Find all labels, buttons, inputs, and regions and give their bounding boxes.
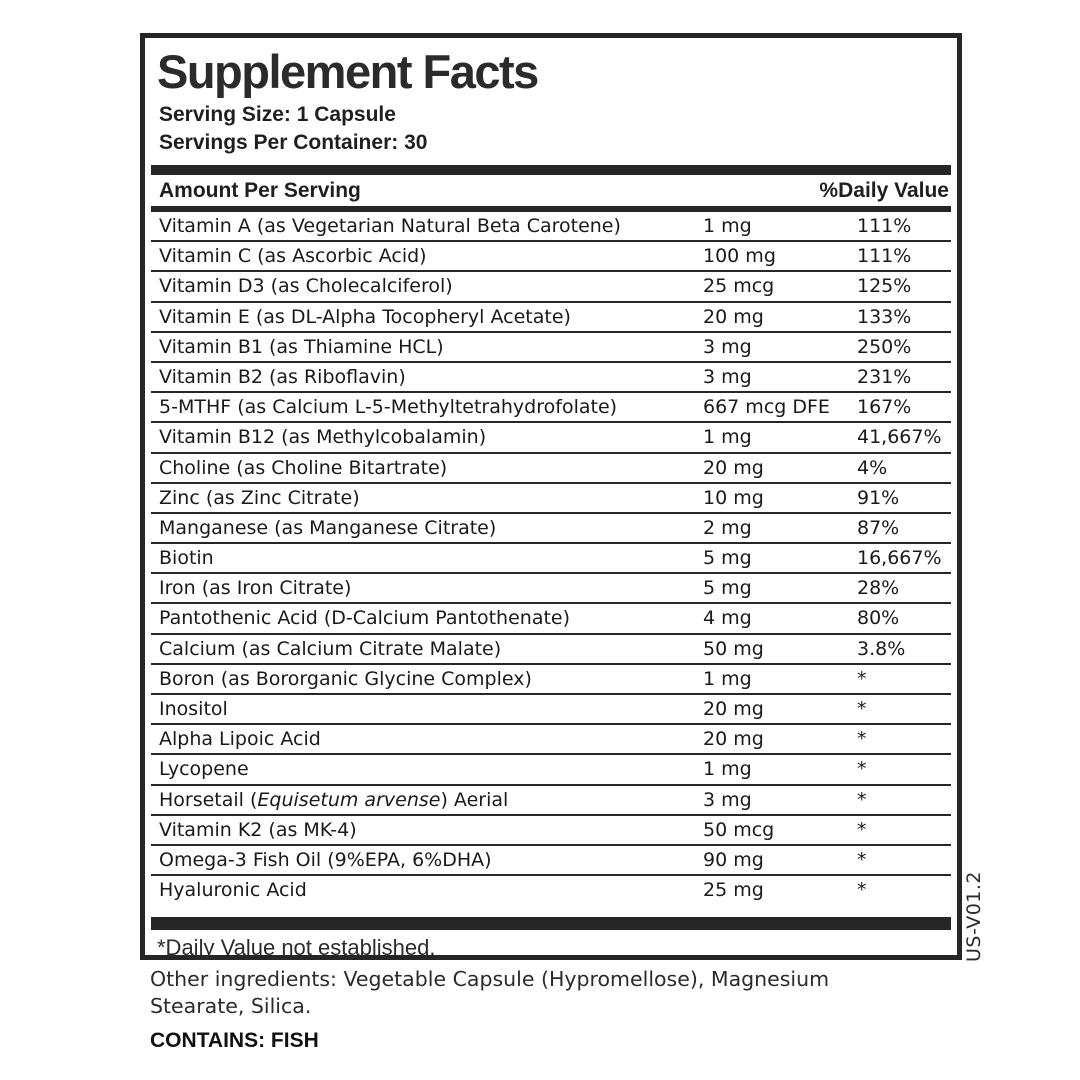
amount-per-serving-header: Amount Per Serving bbox=[159, 179, 361, 202]
table-row bbox=[151, 695, 951, 725]
ingredient-daily-value: 28% bbox=[857, 577, 900, 600]
ingredient-name: Boron (as Bororganic Glycine Complex) bbox=[159, 667, 532, 690]
table-row bbox=[151, 725, 951, 755]
ingredient-name: 5-MTHF (as Calcium L-5-Methyltetrahydrofolate) bbox=[159, 396, 618, 419]
table-row bbox=[151, 393, 951, 423]
ingredient-name: Iron (as Iron Citrate) bbox=[159, 577, 352, 600]
ingredient-name: Calcium (as Calcium Citrate Malate) bbox=[159, 637, 502, 660]
ingredient-daily-value: * bbox=[857, 879, 867, 902]
ingredient-daily-value: 125% bbox=[857, 275, 912, 298]
ingredient-name: Vitamin E (as DL-Alpha Tocopheryl Acetate) bbox=[159, 305, 571, 328]
ingredient-amount: 4 mg bbox=[703, 607, 752, 630]
serving-size-line: Serving Size: 1 Capsule bbox=[159, 103, 396, 126]
table-row bbox=[151, 544, 951, 574]
ingredient-amount: 5 mg bbox=[703, 577, 752, 600]
ingredient-amount: 2 mg bbox=[703, 516, 752, 539]
table-row bbox=[151, 514, 951, 544]
ingredient-daily-value: 167% bbox=[857, 396, 912, 419]
table-row bbox=[151, 454, 951, 484]
ingredient-daily-value: 231% bbox=[857, 365, 912, 388]
ingredient-amount: 25 mcg bbox=[703, 275, 775, 298]
ingredient-amount: 1 mg bbox=[703, 215, 752, 237]
ingredient-amount: 20 mg bbox=[703, 305, 764, 328]
ingredient-amount: 20 mg bbox=[703, 728, 764, 751]
table-row bbox=[151, 786, 951, 816]
ingredient-name: Vitamin K2 (as MK-4) bbox=[159, 818, 357, 841]
table-column-header bbox=[151, 175, 951, 206]
label-version-code: US-V01.2 bbox=[963, 870, 985, 962]
ingredient-amount: 50 mcg bbox=[703, 818, 775, 841]
ingredient-amount: 3 mg bbox=[703, 365, 752, 388]
ingredient-name: Vitamin A (as Vegetarian Natural Beta Carotene) bbox=[159, 215, 621, 237]
ingredient-name: Biotin bbox=[159, 547, 214, 570]
ingredient-daily-value: * bbox=[857, 698, 867, 720]
ingredient-amount: 25 mg bbox=[703, 879, 764, 902]
ingredient-amount: 3 mg bbox=[703, 788, 752, 811]
ingredient-amount: 667 mcg DFE bbox=[703, 396, 830, 419]
servings-per-container-line: Servings Per Container: 30 bbox=[159, 131, 428, 154]
ingredient-daily-value: 4% bbox=[857, 456, 888, 479]
ingredient-name: Lycopene bbox=[159, 758, 249, 781]
table-row bbox=[151, 423, 951, 453]
allergen-statement: CONTAINS: FISH bbox=[150, 1029, 319, 1052]
ingredient-daily-value: 111% bbox=[857, 215, 912, 237]
table-row bbox=[151, 846, 951, 876]
facts-rows bbox=[151, 212, 951, 906]
table-row bbox=[151, 876, 951, 906]
ingredient-name: Zinc (as Zinc Citrate) bbox=[159, 486, 360, 509]
supplement-facts-panel bbox=[140, 33, 962, 960]
table-row bbox=[151, 272, 951, 302]
ingredient-name: Vitamin C (as Ascorbic Acid) bbox=[159, 245, 427, 268]
table-row bbox=[151, 242, 951, 272]
ingredient-daily-value: * bbox=[857, 788, 867, 811]
ingredient-name: Manganese (as Manganese Citrate) bbox=[159, 516, 497, 539]
ingredient-amount: 50 mg bbox=[703, 637, 764, 660]
ingredient-name: Vitamin B12 (as Methylcobalamin) bbox=[159, 426, 487, 449]
table-row bbox=[151, 604, 951, 634]
ingredient-amount: 1 mg bbox=[703, 758, 752, 781]
ingredient-daily-value: 250% bbox=[857, 335, 912, 358]
table-row bbox=[151, 212, 951, 242]
ingredient-amount: 90 mg bbox=[703, 848, 764, 871]
ingredient-daily-value: 91% bbox=[857, 486, 900, 509]
table-row bbox=[151, 816, 951, 846]
ingredient-daily-value: 16,667% bbox=[857, 547, 942, 570]
divider-bar-top bbox=[151, 165, 951, 175]
ingredient-name: Horsetail (Equisetum arvense) Aerial bbox=[159, 788, 509, 811]
ingredient-amount: 1 mg bbox=[703, 426, 752, 449]
ingredient-amount: 3 mg bbox=[703, 335, 752, 358]
ingredient-name: Vitamin D3 (as Cholecalciferol) bbox=[159, 275, 453, 298]
ingredient-daily-value: 111% bbox=[857, 245, 912, 268]
ingredient-amount: 20 mg bbox=[703, 456, 764, 479]
ingredient-daily-value: 87% bbox=[857, 516, 900, 539]
table-row bbox=[151, 574, 951, 604]
daily-value-footnote: *Daily Value not established. bbox=[157, 935, 436, 961]
ingredient-daily-value: * bbox=[857, 758, 867, 781]
table-row bbox=[151, 635, 951, 665]
ingredient-daily-value: * bbox=[857, 667, 867, 690]
ingredient-amount: 100 mg bbox=[703, 245, 776, 268]
table-row bbox=[151, 303, 951, 333]
ingredient-name: Pantothenic Acid (D-Calcium Pantothenate) bbox=[159, 607, 571, 630]
ingredient-amount: 1 mg bbox=[703, 667, 752, 690]
ingredient-daily-value: 80% bbox=[857, 607, 900, 630]
ingredient-amount: 10 mg bbox=[703, 486, 764, 509]
ingredient-daily-value: * bbox=[857, 728, 867, 751]
ingredient-name: Vitamin B1 (as Thiamine HCL) bbox=[159, 335, 444, 358]
table-row bbox=[151, 333, 951, 363]
table-row bbox=[151, 755, 951, 785]
table-row bbox=[151, 665, 951, 695]
page-title: Supplement Facts bbox=[157, 45, 538, 98]
ingredient-name: Alpha Lipoic Acid bbox=[159, 728, 321, 751]
divider-bar-bottom bbox=[151, 917, 951, 930]
ingredient-amount: 20 mg bbox=[703, 698, 764, 720]
other-ingredients-text: Other ingredients: Vegetable Capsule (Hypromellose), Magnesium Stearate, Silica. bbox=[150, 967, 830, 1018]
ingredient-daily-value: * bbox=[857, 818, 867, 841]
ingredient-name: Choline (as Choline Bitartrate) bbox=[159, 456, 448, 479]
table-row bbox=[151, 363, 951, 393]
daily-value-header: %Daily Value bbox=[819, 179, 949, 202]
ingredient-amount: 5 mg bbox=[703, 547, 752, 570]
ingredient-daily-value: 3.8% bbox=[857, 637, 906, 660]
ingredient-daily-value: 133% bbox=[857, 305, 912, 328]
ingredient-daily-value: * bbox=[857, 848, 867, 871]
ingredient-name: Inositol bbox=[159, 698, 228, 720]
ingredient-name: Vitamin B2 (as Riboflavin) bbox=[159, 365, 406, 388]
table-row bbox=[151, 484, 951, 514]
ingredient-daily-value: 41,667% bbox=[857, 426, 942, 449]
ingredient-name: Omega-3 Fish Oil (9%EPA, 6%DHA) bbox=[159, 848, 492, 871]
ingredient-name: Hyaluronic Acid bbox=[159, 879, 307, 902]
